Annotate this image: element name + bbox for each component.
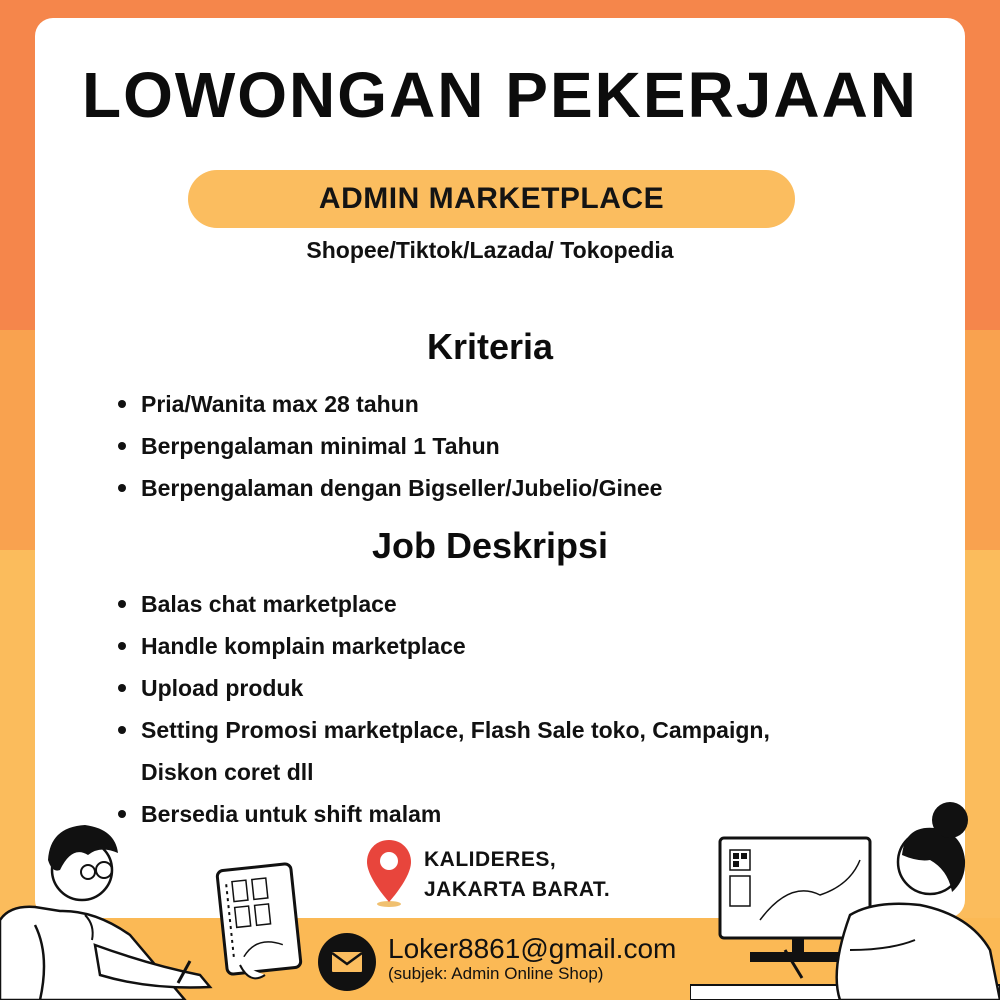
platforms-text: Shopee/Tiktok/Lazada/ Tokopedia — [306, 237, 674, 263]
criteria-heading: Kriteria — [426, 326, 554, 367]
job-list — [115, 583, 770, 835]
location-line-2: JAKARTA BARAT. — [424, 878, 611, 901]
job-item: Bersedia untuk shift malam — [115, 793, 770, 835]
job-item: Upload produk — [115, 667, 770, 709]
job-item: Balas chat marketplace — [115, 583, 770, 625]
contact-email[interactable]: Loker8861@gmail.com — [388, 933, 677, 964]
job-item: Handle komplain marketplace — [115, 625, 770, 667]
woman-at-computer-illustration — [690, 800, 1000, 1000]
poster-title: LOWONGAN PEKERJAAN — [81, 59, 919, 131]
position-label: ADMIN MARKETPLACE — [318, 182, 665, 215]
criteria-item: Berpengalaman minimal 1 Tahun — [115, 425, 662, 467]
position-badge — [188, 170, 795, 228]
location-text — [424, 845, 610, 905]
criteria-item: Pria/Wanita max 28 tahun — [115, 383, 662, 425]
job-heading: Job Deskripsi — [371, 525, 609, 566]
criteria-list — [115, 383, 662, 509]
man-with-tablet-illustration — [0, 815, 310, 1000]
envelope-icon — [318, 933, 376, 991]
job-item: Setting Promosi marketplace, Flash Sale toko, Campaign, — [115, 709, 770, 751]
job-item-continuation: Diskon coret dll — [141, 759, 314, 785]
email-subject-note: (subjek: Admin Online Shop) — [388, 964, 604, 983]
map-pin-icon — [364, 838, 414, 910]
location-line-1: KALIDERES, — [424, 848, 557, 871]
criteria-item: Berpengalaman dengan Bigseller/Jubelio/Ginee — [115, 467, 662, 509]
